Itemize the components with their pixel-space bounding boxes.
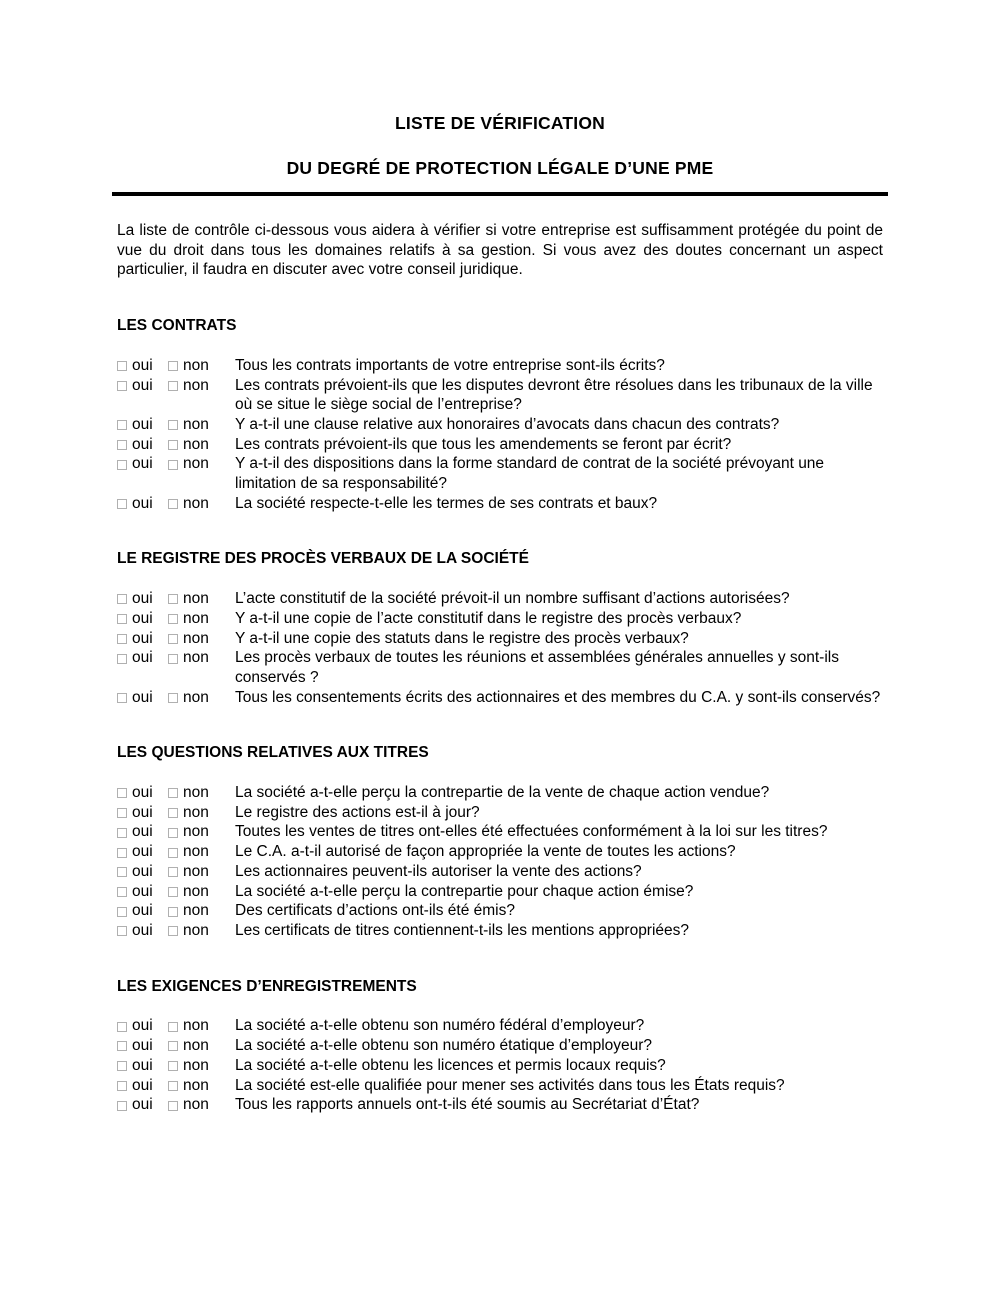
non-checkbox[interactable] <box>168 420 178 430</box>
non-option <box>168 921 235 941</box>
non-option <box>168 629 235 649</box>
non-checkbox[interactable] <box>168 1101 178 1111</box>
oui-option <box>117 415 168 435</box>
non-option <box>168 494 235 514</box>
checklist-item <box>117 1036 883 1056</box>
non-label: non <box>183 843 209 861</box>
oui-option <box>117 1036 168 1056</box>
non-label: non <box>183 1076 209 1094</box>
checklist-item <box>117 589 883 609</box>
oui-label: oui <box>132 376 153 394</box>
oui-option <box>117 1076 168 1096</box>
question-text: Tous les consentements écrits des actionnaires et des membres du C.A. y sont-ils conservés? <box>235 688 881 706</box>
question-text: Le registre des actions est-il à jour? <box>235 803 480 821</box>
oui-label: oui <box>132 784 153 802</box>
oui-option <box>117 1095 168 1115</box>
non-label: non <box>183 494 209 512</box>
oui-label: oui <box>132 590 153 608</box>
non-label: non <box>183 823 209 841</box>
oui-label: oui <box>132 921 153 939</box>
section-heading-3: LES QUESTIONS RELATIVES AUX TITRES <box>117 744 429 762</box>
oui-checkbox[interactable] <box>117 808 127 818</box>
non-label: non <box>183 455 209 473</box>
checklist-item <box>117 454 883 493</box>
question-text: La société est-elle qualifiée pour mener ses activités dans tous les États requis? <box>235 1076 785 1094</box>
non-label: non <box>183 1017 209 1035</box>
question-text: La société a-t-elle perçu la contrepartie pour chaque action émise? <box>235 882 694 900</box>
oui-checkbox[interactable] <box>117 693 127 703</box>
non-label: non <box>183 688 209 706</box>
question-text: La société a-t-elle perçu la contrepartie de la vente de chaque action vendue? <box>235 784 770 802</box>
oui-label: oui <box>132 415 153 433</box>
checklist-section <box>117 743 883 940</box>
checklist-item <box>117 494 883 514</box>
oui-checkbox[interactable] <box>117 361 127 371</box>
non-checkbox[interactable] <box>168 828 178 838</box>
non-label: non <box>183 435 209 453</box>
question-text: La société a-t-elle obtenu les licences et permis locaux requis? <box>235 1056 666 1074</box>
question-text: Les contrats prévoient-ils que les disputes devront être résolues dans les tribunaux de la ville où se situe le siège social de l’entreprise? <box>235 376 873 414</box>
question-text: Le C.A. a-t-il autorisé de façon appropriée la vente de toutes les actions? <box>235 843 736 861</box>
non-option <box>168 609 235 629</box>
oui-option <box>117 901 168 921</box>
non-checkbox[interactable] <box>168 693 178 703</box>
oui-option <box>117 609 168 629</box>
non-label: non <box>183 649 209 667</box>
oui-label: oui <box>132 862 153 880</box>
oui-option <box>117 688 168 708</box>
oui-checkbox[interactable] <box>117 499 127 509</box>
question-text: Toutes les ventes de titres ont-elles été effectuées conformément à la loi sur les titres? <box>235 823 828 841</box>
non-label: non <box>183 415 209 433</box>
section-heading-4: LES EXIGENCES D’ENREGISTREMENTS <box>117 977 417 995</box>
non-checkbox[interactable] <box>168 1061 178 1071</box>
checklist-item <box>117 822 883 842</box>
non-option <box>168 862 235 882</box>
question-text: L’acte constitutif de la société prévoit-il un nombre suffisant d’actions autorisées? <box>235 590 790 608</box>
non-label: non <box>183 1096 209 1114</box>
non-checkbox[interactable] <box>168 654 178 664</box>
non-option <box>168 783 235 803</box>
non-checkbox[interactable] <box>168 788 178 798</box>
non-label: non <box>183 609 209 627</box>
checklist-item <box>117 609 883 629</box>
non-option <box>168 901 235 921</box>
intro-paragraph: La liste de contrôle ci-dessous vous aidera à vérifier si votre entreprise est suffisamment protégée du point de vue du droit dans tous les domaines relatifs à sa gestion. Si vous avez des doutes concernant un aspect particulier, il faudra en discuter avec votre conseil juridique. <box>117 222 883 279</box>
oui-checkbox[interactable] <box>117 1022 127 1032</box>
title-divider-rule <box>112 192 888 196</box>
non-checkbox[interactable] <box>168 926 178 936</box>
question-text: La société respecte-t-elle les termes de ses contrats et baux? <box>235 494 658 512</box>
non-option <box>168 1095 235 1115</box>
oui-option <box>117 862 168 882</box>
question-text: Y a-t-il une clause relative aux honoraires d’avocats dans chacun des contrats? <box>235 415 780 433</box>
oui-checkbox[interactable] <box>117 460 127 470</box>
checklist-item <box>117 842 883 862</box>
non-label: non <box>183 590 209 608</box>
non-option <box>168 803 235 823</box>
non-option <box>168 882 235 902</box>
checklist-item <box>117 901 883 921</box>
checklist-section <box>117 977 883 1115</box>
non-checkbox[interactable] <box>168 614 178 624</box>
checklist-item <box>117 1095 883 1115</box>
non-option <box>168 648 235 668</box>
question-text: La société a-t-elle obtenu son numéro fédéral d’employeur? <box>235 1017 645 1035</box>
checklist-item <box>117 435 883 455</box>
oui-label: oui <box>132 803 153 821</box>
non-checkbox[interactable] <box>168 594 178 604</box>
non-checkbox[interactable] <box>168 848 178 858</box>
oui-option <box>117 1056 168 1076</box>
oui-option <box>117 783 168 803</box>
oui-label: oui <box>132 494 153 512</box>
question-text: Les procès verbaux de toutes les réunions et assemblées générales annuelles y sont-ils conservés ? <box>235 649 839 686</box>
non-option <box>168 435 235 455</box>
oui-option <box>117 648 168 668</box>
non-option <box>168 1056 235 1076</box>
non-option <box>168 1036 235 1056</box>
oui-label: oui <box>132 1037 153 1055</box>
non-option <box>168 356 235 376</box>
oui-label: oui <box>132 843 153 861</box>
section-rows <box>117 589 883 707</box>
non-checkbox[interactable] <box>168 499 178 509</box>
question-text: Les contrats prévoient-ils que tous les amendements se feront par écrit? <box>235 435 732 453</box>
oui-option <box>117 454 168 474</box>
non-label: non <box>183 784 209 802</box>
oui-label: oui <box>132 609 153 627</box>
oui-checkbox[interactable] <box>117 634 127 644</box>
oui-option <box>117 629 168 649</box>
oui-option <box>117 435 168 455</box>
oui-checkbox[interactable] <box>117 867 127 877</box>
section-rows <box>117 783 883 941</box>
oui-checkbox[interactable] <box>117 1081 127 1091</box>
section-heading-1: LES CONTRATS <box>117 317 237 335</box>
section-rows <box>117 1016 883 1115</box>
oui-label: oui <box>132 649 153 667</box>
checklist-item <box>117 356 883 376</box>
question-text: Les certificats de titres contiennent-t-ils les mentions appropriées? <box>235 921 690 939</box>
oui-label: oui <box>132 629 153 647</box>
oui-option <box>117 882 168 902</box>
non-checkbox[interactable] <box>168 867 178 877</box>
non-option <box>168 688 235 708</box>
non-label: non <box>183 902 209 920</box>
oui-checkbox[interactable] <box>117 926 127 936</box>
question-text: Les actionnaires peuvent-ils autoriser la vente des actions? <box>235 862 642 880</box>
non-option <box>168 376 235 396</box>
question-text: Tous les rapports annuels ont-t-ils été soumis au Secrétariat d’État? <box>235 1096 700 1114</box>
oui-label: oui <box>132 902 153 920</box>
page-title-line2: DU DEGRÉ DE PROTECTION LÉGALE D’UNE PME <box>286 158 714 178</box>
non-label: non <box>183 356 209 374</box>
non-label: non <box>183 882 209 900</box>
non-option <box>168 589 235 609</box>
oui-checkbox[interactable] <box>117 420 127 430</box>
non-label: non <box>183 629 209 647</box>
checklist-section <box>117 316 883 513</box>
oui-option <box>117 1016 168 1036</box>
oui-checkbox[interactable] <box>117 440 127 450</box>
non-label: non <box>183 376 209 394</box>
oui-label: oui <box>132 1056 153 1074</box>
question-text: Des certificats d’actions ont-ils été émis? <box>235 902 515 920</box>
non-option <box>168 454 235 474</box>
oui-option <box>117 842 168 862</box>
question-text: La société a-t-elle obtenu son numéro étatique d’employeur? <box>235 1037 653 1055</box>
section-heading-2: LE REGISTRE DES PROCÈS VERBAUX DE LA SOCIÉTÉ <box>117 550 529 568</box>
question-text: Y a-t-il une copie des statuts dans le registre des procès verbaux? <box>235 629 689 647</box>
non-checkbox[interactable] <box>168 1081 178 1091</box>
checklist-item <box>117 882 883 902</box>
oui-option <box>117 803 168 823</box>
non-checkbox[interactable] <box>168 1022 178 1032</box>
oui-checkbox[interactable] <box>117 848 127 858</box>
non-checkbox[interactable] <box>168 1041 178 1051</box>
oui-checkbox[interactable] <box>117 788 127 798</box>
oui-label: oui <box>132 356 153 374</box>
checklist-item <box>117 783 883 803</box>
non-checkbox[interactable] <box>168 808 178 818</box>
oui-option <box>117 376 168 396</box>
non-option <box>168 842 235 862</box>
non-option <box>168 1076 235 1096</box>
checklist-item <box>117 921 883 941</box>
oui-option <box>117 589 168 609</box>
oui-checkbox[interactable] <box>117 828 127 838</box>
question-text: Tous les contrats importants de votre entreprise sont-ils écrits? <box>235 356 665 374</box>
non-label: non <box>183 862 209 880</box>
non-label: non <box>183 1056 209 1074</box>
oui-label: oui <box>132 823 153 841</box>
oui-label: oui <box>132 882 153 900</box>
oui-checkbox[interactable] <box>117 1041 127 1051</box>
oui-checkbox[interactable] <box>117 907 127 917</box>
non-checkbox[interactable] <box>168 907 178 917</box>
checklist-item <box>117 1056 883 1076</box>
oui-checkbox[interactable] <box>117 1101 127 1111</box>
page-title-line1: LISTE DE VÉRIFICATION <box>395 113 605 133</box>
non-option <box>168 415 235 435</box>
non-label: non <box>183 803 209 821</box>
sections <box>117 316 883 1115</box>
oui-option <box>117 822 168 842</box>
non-checkbox[interactable] <box>168 381 178 391</box>
oui-label: oui <box>132 435 153 453</box>
oui-checkbox[interactable] <box>117 381 127 391</box>
non-label: non <box>183 921 209 939</box>
checklist-item <box>117 376 883 415</box>
oui-label: oui <box>132 455 153 473</box>
oui-label: oui <box>132 1017 153 1035</box>
checklist-item <box>117 1016 883 1036</box>
checklist-item <box>117 648 883 687</box>
oui-option <box>117 356 168 376</box>
question-text: Y a-t-il des dispositions dans la forme standard de contrat de la société prévoyant une limitation de sa responsabilité? <box>235 455 825 493</box>
non-checkbox[interactable] <box>168 361 178 371</box>
checklist-item <box>117 415 883 435</box>
oui-label: oui <box>132 1096 153 1114</box>
checklist-item <box>117 862 883 882</box>
checklist-item <box>117 1076 883 1096</box>
oui-checkbox[interactable] <box>117 594 127 604</box>
non-label: non <box>183 1037 209 1055</box>
non-checkbox[interactable] <box>168 440 178 450</box>
checklist-item <box>117 803 883 823</box>
non-checkbox[interactable] <box>168 460 178 470</box>
oui-label: oui <box>132 688 153 706</box>
oui-checkbox[interactable] <box>117 1061 127 1071</box>
question-text: Y a-t-il une copie de l’acte constitutif dans le registre des procès verbaux? <box>235 609 742 627</box>
oui-option <box>117 921 168 941</box>
non-option <box>168 1016 235 1036</box>
non-option <box>168 822 235 842</box>
oui-option <box>117 494 168 514</box>
oui-checkbox[interactable] <box>117 614 127 624</box>
section-rows <box>117 356 883 514</box>
oui-label: oui <box>132 1076 153 1094</box>
oui-checkbox[interactable] <box>117 654 127 664</box>
non-checkbox[interactable] <box>168 887 178 897</box>
non-checkbox[interactable] <box>168 634 178 644</box>
checklist-section <box>117 549 883 707</box>
checklist-item <box>117 629 883 649</box>
oui-checkbox[interactable] <box>117 887 127 897</box>
checklist-item <box>117 688 883 708</box>
